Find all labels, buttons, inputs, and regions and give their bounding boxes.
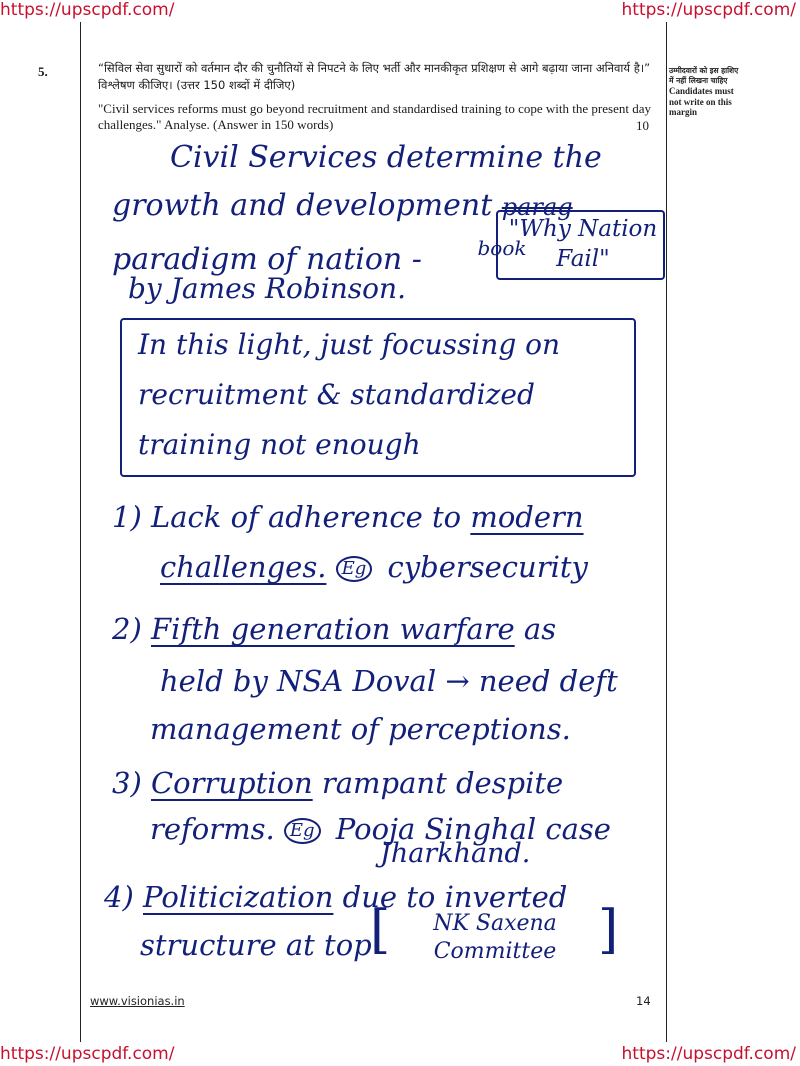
committee-reference: NK Saxena Committee	[433, 911, 557, 964]
intro-line-2: recruitment & standardized	[138, 378, 535, 411]
answer-line-3	[112, 236, 526, 277]
point-1-line-2	[160, 550, 588, 584]
left-square-bracket: [	[370, 900, 391, 960]
question-number: 5.	[38, 64, 48, 79]
answer-line-2-text: growth and development	[112, 188, 493, 223]
point-3-line-1	[112, 766, 563, 800]
margin-note	[669, 66, 739, 118]
footer-url[interactable]: www.visionias.in	[90, 994, 185, 1008]
watermark-bottom-right[interactable]: https://upscpdf.com/	[621, 1044, 796, 1064]
eg-circle-1: Eg	[336, 556, 373, 582]
watermark-bottom-left[interactable]: https://upscpdf.com/	[0, 1044, 175, 1064]
answer-struck-word: parag	[501, 193, 573, 221]
question-marks: 10	[636, 118, 649, 133]
intro-line-1: In this light, just focussing on	[138, 328, 561, 361]
point-1-underlined-2: challenges.	[160, 550, 327, 584]
point-1-line-1	[112, 500, 584, 534]
point-1-text: 1) Lack of adherence to	[112, 500, 462, 534]
point-4-line-2: structure at top	[140, 928, 372, 962]
watermark-top-right[interactable]: https://upscpdf.com/	[621, 0, 796, 20]
point-2-number: 2)	[112, 612, 142, 646]
margin-note-english: Candidates must not write on this margin	[669, 86, 734, 117]
answer-line-1: Civil Services determine the	[170, 140, 602, 175]
point-3-line-3: Jharkhand.	[380, 838, 531, 869]
point-3-number: 3)	[112, 766, 142, 800]
point-4-number: 4)	[104, 880, 134, 914]
point-4-underlined: Politicization	[142, 880, 334, 914]
eg-circle-3: Eg	[284, 818, 321, 844]
point-2-underlined: Fifth generation warfare	[150, 612, 515, 646]
question-text-hindi: “सिविल सेवा सुधारों को वर्तमान दौर की चुनौतियों से निपटने के लिए भर्ती और मानकीकृत प्रशिक्षण से आगे बढ़ाया जाना अनिवार्य है।” विश्लेषण कीजिए। (उत्तर 150 शब्दों में दीजिए)	[98, 61, 651, 92]
point-3-underlined: Corruption	[150, 766, 313, 800]
point-4-line-1	[104, 880, 567, 914]
point-1-example: cybersecurity	[387, 550, 588, 584]
right-square-bracket: ]	[598, 900, 619, 960]
intro-line-3: training not enough	[138, 428, 421, 461]
point-3-example: Pooja Singhal case	[335, 812, 611, 846]
point-1-underlined: modern	[470, 500, 584, 534]
question-text-english: "Civil services reforms must go beyond recruitment and standardised training to cope with the present day challenges." Analyse. (Answer in 150 words)	[98, 101, 651, 132]
answer-line-4: by James Robinson.	[128, 272, 406, 305]
point-2-tail: as	[523, 612, 557, 646]
point-3-reforms: reforms.	[150, 812, 275, 846]
answer-book-label: book	[477, 236, 527, 260]
answer-line-3-text: paradigm of nation -	[112, 242, 422, 277]
margin-note-hindi: उम्मीदवारों को इस हाशिए में नहीं लिखना चाहिए	[669, 66, 739, 85]
watermark-top-left[interactable]: https://upscpdf.com/	[0, 0, 175, 20]
point-2-line-3: management of perceptions.	[150, 712, 571, 746]
point-3-tail: rampant despite	[321, 766, 564, 800]
point-2-line-1	[112, 612, 556, 646]
point-2-line-2: held by NSA Doval → need deft	[160, 664, 618, 698]
book-title: "Why Nation Fail"	[508, 216, 658, 272]
point-4-tail: due to inverted	[342, 880, 568, 914]
page-number: 14	[636, 994, 651, 1008]
